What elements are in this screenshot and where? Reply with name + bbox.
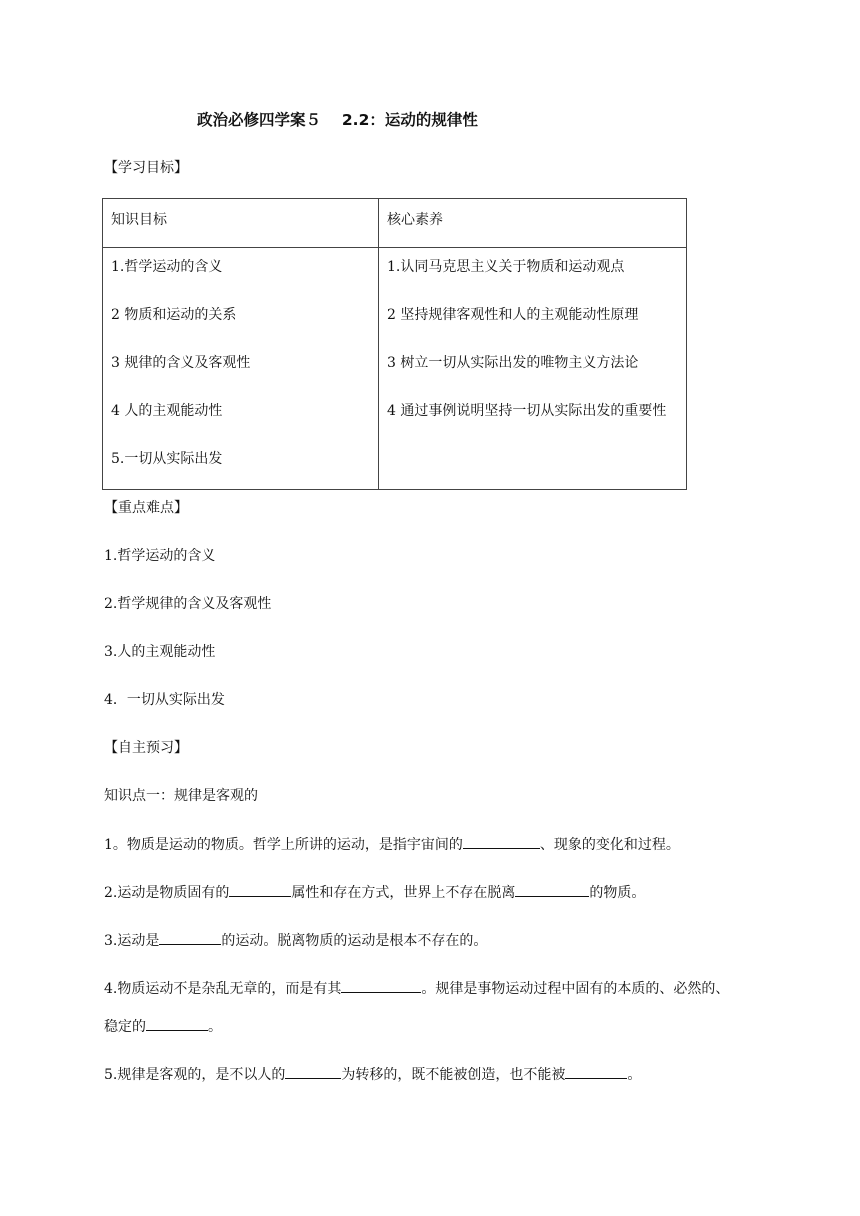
knowledge-goal-item: 3 规律的含义及客观性 xyxy=(111,355,251,371)
answer-blank[interactable] xyxy=(463,834,540,849)
key-point-item: 2.哲学规律的含义及客观性 xyxy=(104,596,272,612)
answer-blank[interactable] xyxy=(341,978,421,993)
knowledge-goal-item: 4 人的主观能动性 xyxy=(111,403,223,419)
exercise-item-4: 4.物质运动不是杂乱无章的，而是有其 。规律是事物运动过程中固有的本质的、必然的、 xyxy=(104,978,729,999)
key-point-item: 3.人的主观能动性 xyxy=(104,644,216,660)
table-header-knowledge: 知识目标 xyxy=(103,199,379,248)
answer-blank[interactable] xyxy=(285,1064,341,1079)
knowledge-goal-item: 2 物质和运动的关系 xyxy=(111,307,237,323)
literacy-goal-item: 4 通过事例说明坚持一切从实际出发的重要性 xyxy=(387,403,667,419)
answer-blank[interactable] xyxy=(146,1016,208,1031)
knowledge-point-heading: 知识点一：规律是客观的 xyxy=(104,788,258,804)
key-point-item: 1.哲学运动的含义 xyxy=(104,548,216,564)
answer-blank[interactable] xyxy=(229,882,291,897)
literacy-goal-item: 2 坚持规律客观性和人的主观能动性原理 xyxy=(387,307,639,323)
answer-blank[interactable] xyxy=(515,882,589,897)
answer-blank[interactable] xyxy=(565,1064,627,1079)
exercise-item-3: 3.运动是 的运动。脱离物质的运动是根本不存在的。 xyxy=(104,930,487,951)
section-heading-key: 【重点难点】 xyxy=(104,500,188,516)
knowledge-goal-item: 5.一切从实际出发 xyxy=(111,451,223,467)
literacy-goal-item: 3 树立一切从实际出发的唯物主义方法论 xyxy=(387,355,639,371)
knowledge-goal-item: 1.哲学运动的含义 xyxy=(111,259,223,275)
goals-table xyxy=(102,198,687,490)
exercise-item-4-continued: 稳定的 。 xyxy=(104,1016,222,1037)
literacy-goal-item: 1.认同马克思主义关于物质和运动观点 xyxy=(387,259,625,275)
table-header-literacy: 核心素养 xyxy=(379,199,687,248)
exercise-item-5: 5.规律是客观的，是不以人的 为转移的，既不能被创造，也不能被 。 xyxy=(104,1064,641,1085)
document-title: 政治必修四学案５ 2.2：运动的规律性 xyxy=(197,111,478,129)
key-point-item: 4．一切从实际出发 xyxy=(104,692,225,708)
exercise-item-1: 1。物质是运动的物质。哲学上所讲的运动，是指宇宙间的 、现象的变化和过程。 xyxy=(104,834,680,855)
answer-blank[interactable] xyxy=(159,930,221,945)
literacy-goals-cell xyxy=(379,248,687,490)
knowledge-goals-cell xyxy=(103,248,379,490)
section-heading-preview: 【自主预习】 xyxy=(104,740,188,756)
exercise-item-2: 2.运动是物质固有的 属性和存在方式，世界上不存在脱离 的物质。 xyxy=(104,882,645,903)
section-heading-goals: 【学习目标】 xyxy=(104,160,188,176)
